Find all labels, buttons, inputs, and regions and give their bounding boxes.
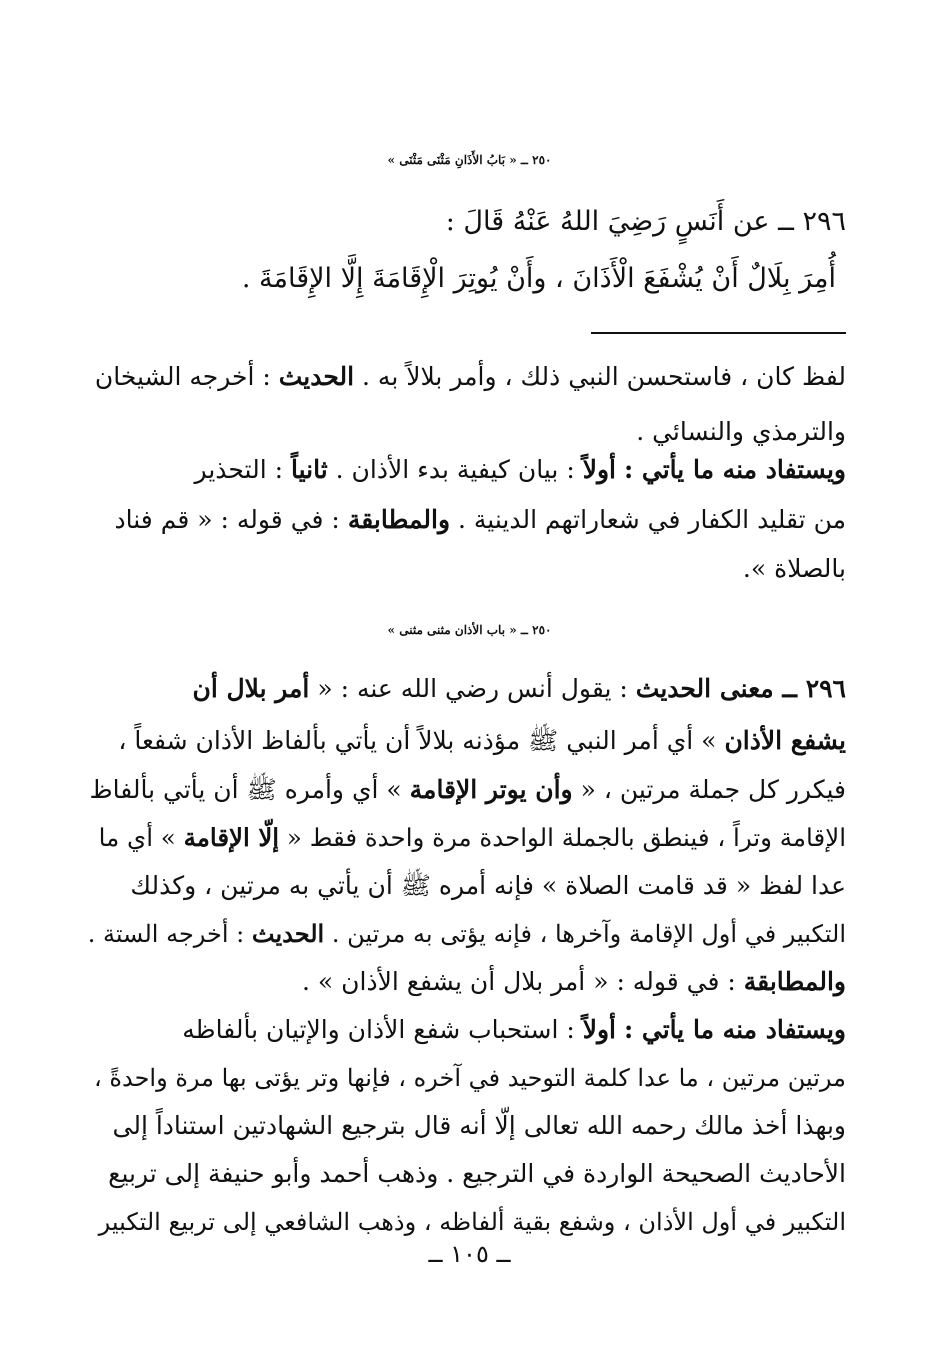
text-segment: : التحذير	[194, 455, 284, 484]
bold-term: الحديث	[251, 919, 325, 948]
commentary-line	[89, 768, 846, 812]
bold-term: إلّا الإقامة	[183, 823, 280, 852]
text-segment: : في قوله : « أمر بلال أن يشفع الأذان » .	[302, 967, 736, 996]
bold-term: يشفع الأذان	[724, 726, 846, 755]
bold-term: أولاً	[582, 1015, 616, 1044]
commentary-line	[99, 816, 846, 860]
bold-term: أمر بلال أن	[192, 674, 310, 703]
footnote-line	[195, 448, 846, 492]
footnote-line	[115, 498, 846, 542]
commentary-line	[88, 912, 846, 956]
bold-term: ويستفاد منه ما يأتي :	[623, 1015, 846, 1044]
commentary-line: عدا لفظ « قد قامت الصلاة » فإنه أمره ﷺ أن يأتي به مرتين ، وكذلك	[130, 871, 846, 900]
bold-term: وأن يوتر الإقامة	[409, 775, 573, 804]
bold-term: والمطابقة	[347, 505, 451, 534]
bold-term: والمطابقة	[743, 967, 846, 996]
hadith-line-2: أُمِرَ بِلَالٌ أَنْ يُشْفَعَ الْأَذَانَ ، وأَنْ يُوتِرَ الْإِقَامَةَ إِلَّا الإِقَامَةَ .	[241, 263, 836, 294]
commentary-line	[118, 719, 846, 763]
footnote-line	[95, 355, 846, 399]
bold-term: الحديث	[278, 362, 355, 391]
text-segment: : بيان كيفية بدء الأذان .	[335, 455, 575, 484]
commentary-line: الأحاديث الصحيحة الواردة في الترجيع . وذهب أحمد وأبو حنيفة إلى تربيع	[108, 1159, 846, 1188]
footnote-line: والترمذي والنسائي .	[636, 417, 846, 446]
footnote-line: بالصلاة ».	[742, 554, 846, 583]
text-segment: التكبير في أول الإقامة وآخرها ، فإنه يؤتى به مرتين .	[331, 920, 846, 948]
text-segment: : في قوله : « قم فناد	[114, 505, 340, 534]
commentary-line: وبهذا أخذ مالك رحمه الله تعالى إلّا أنه قال بترجيع الشهادتين استناداً إلى	[112, 1111, 846, 1140]
commentary-line	[193, 667, 847, 711]
text-segment: من تقليد الكفار في شعاراتهم الدينية .	[458, 505, 846, 534]
bold-term: ثانياً	[291, 455, 328, 484]
commentary-line	[182, 1008, 846, 1052]
page-number: ــ ١٠٥ ــ	[428, 1240, 511, 1268]
text-segment: » أي أمر النبي ﷺ مؤذنه بلالاً أن يأتي بألفاظ الأذان شفعاً ،	[118, 726, 717, 755]
footnote-separator	[591, 332, 846, 334]
text-segment: فيكرر كل جملة مرتين ، «	[580, 775, 846, 804]
text-segment: الإقامة وتراً ، فينطق بالجملة الواحدة مرة واحدة فقط «	[286, 823, 846, 852]
chapter-heading: ٢٥٠ ــ « بَابُ الأَذَانِ مَثْنَى مَثْنَى »	[387, 153, 552, 167]
text-segment: » أي ما	[98, 823, 176, 852]
commentary-line	[302, 960, 846, 1004]
section-heading: ٢٥٠ ــ « باب الأذان مثنى مثنى »	[387, 623, 552, 637]
commentary-line: التكبير في أول الأذان ، وشفع بقية ألفاظه ، وذهب الشافعي إلى تربيع التكبير	[98, 1208, 846, 1236]
commentary-line: مرتين مرتين ، ما عدا كلمة التوحيد في آخره ، فإنها وتر يؤتى بها مرة واحدةً ،	[94, 1064, 846, 1092]
text-segment: : أخرجه الستة .	[87, 920, 245, 948]
bold-term: ويستفاد منه ما يأتي :	[623, 455, 846, 484]
text-segment: » أي وأمره ﷺ أن يأتي بألفاظ	[89, 775, 402, 804]
text-segment: : أخرجه الشيخان	[94, 362, 271, 391]
text-segment: : يقول أنس رضي الله عنه : «	[317, 674, 628, 703]
text-segment: لفظ كان ، فاستحسن النبي ذلك ، وأمر بلالاً به .	[362, 362, 846, 391]
hadith-line-1: ٢٩٦ ــ عن أَنَسٍ رَضِيَ اللهُ عَنْهُ قَالَ :	[445, 206, 846, 237]
bold-term: ٢٩٦ ــ معنى الحديث	[635, 674, 846, 703]
bold-term: أولاً	[582, 455, 616, 484]
text-segment: : استحباب شفع الأذان والإتيان بألفاظه	[182, 1015, 575, 1044]
